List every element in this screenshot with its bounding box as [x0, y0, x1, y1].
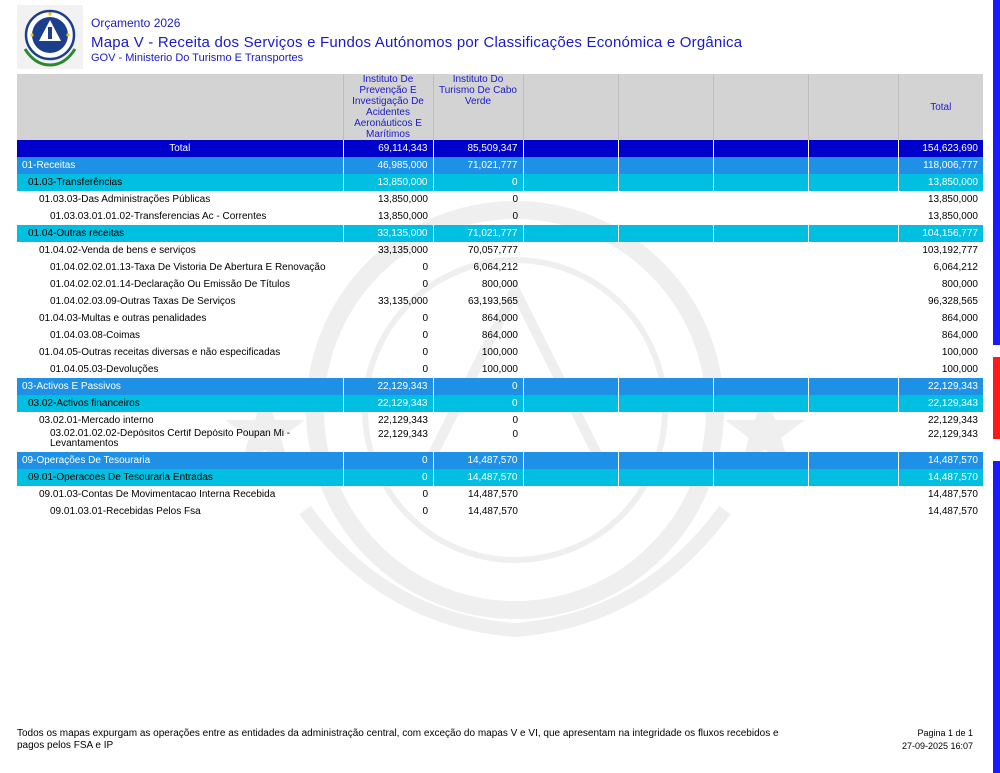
empty-cell	[618, 140, 713, 157]
header-label-cell	[17, 74, 343, 140]
row-label: 01.04.05.03-Devoluções	[50, 364, 159, 375]
value-total: 100,000	[941, 347, 978, 358]
empty-cell	[523, 327, 618, 344]
value-iaaem: 0	[422, 364, 428, 375]
value-total: 13,850,000	[898, 174, 983, 191]
table-row	[17, 310, 983, 327]
row-label: 01.04.03-Multas e outras penalidades	[39, 313, 207, 324]
row-label: 01.04-Outras receitas	[17, 225, 343, 242]
value-turismo: 71,021,777	[433, 157, 523, 174]
page-number: Pagina 1 de 1	[917, 728, 973, 738]
value-total: 154,623,690	[898, 140, 983, 157]
empty-cell	[618, 310, 713, 327]
empty-cell	[808, 157, 898, 174]
row-label: 03.02.01.02.02-Depósitos Certif Depósito Poupan Mi - Levantamentos	[50, 429, 291, 449]
value-iaaem: 46,985,000	[343, 157, 433, 174]
empty-cell	[713, 452, 808, 469]
print-date: 27-09-2025 16:07	[901, 741, 973, 751]
value-turismo: 0	[433, 395, 523, 412]
empty-cell	[523, 225, 618, 242]
value-iaaem: 0	[422, 279, 428, 290]
value-total: 22,129,343	[898, 395, 983, 412]
empty-cell	[618, 503, 713, 520]
row-label: 01.04.02-Venda de bens e serviços	[39, 245, 196, 256]
empty-cell	[808, 293, 898, 310]
empty-cell	[808, 327, 898, 344]
page-title: Mapa V - Receita dos Serviços e Fundos Autónomos por Classificações Económica e Orgânica	[91, 34, 743, 51]
empty-cell	[618, 486, 713, 503]
value-total: 22,129,343	[898, 378, 983, 395]
value-iaaem: 0	[343, 469, 433, 486]
value-total: 864,000	[941, 313, 978, 324]
empty-cell	[713, 361, 808, 378]
value-turismo: 14,487,570	[433, 469, 523, 486]
table-row	[17, 242, 983, 259]
table-row	[17, 174, 983, 191]
value-total: 14,487,570	[927, 489, 978, 500]
table-row	[17, 191, 983, 208]
empty-cell	[618, 191, 713, 208]
empty-cell	[808, 412, 898, 429]
empty-cell	[713, 157, 808, 174]
value-turismo: 0	[433, 174, 523, 191]
empty-cell	[523, 361, 618, 378]
table-row	[17, 293, 983, 310]
value-total: 14,487,570	[898, 452, 983, 469]
table-row	[17, 259, 983, 276]
table-row	[17, 208, 983, 225]
row-label: 09.01.03.01-Recebidas Pelos Fsa	[50, 506, 201, 517]
value-iaaem: 13,850,000	[377, 211, 428, 222]
empty-cell	[618, 276, 713, 293]
empty-cell	[713, 293, 808, 310]
page-subtitle: GOV - Ministerio Do Turismo E Transportes	[91, 52, 304, 64]
table-row	[17, 276, 983, 293]
empty-cell	[523, 503, 618, 520]
row-label: 01.04.02.03.09-Outras Taxas De Serviços	[50, 296, 236, 307]
empty-cell	[523, 429, 618, 452]
row-label: 01.03-Transferências	[17, 174, 343, 191]
empty-cell	[618, 469, 713, 486]
value-turismo: 0	[512, 429, 518, 440]
column-header-total: Total	[898, 74, 983, 140]
value-turismo: 71,021,777	[433, 225, 523, 242]
empty-cell	[808, 503, 898, 520]
empty-cell	[618, 225, 713, 242]
value-iaaem: 0	[422, 313, 428, 324]
table-row	[17, 412, 983, 429]
empty-cell	[523, 344, 618, 361]
empty-cell	[523, 157, 618, 174]
table-row	[17, 157, 983, 174]
row-label: 01.03.03-Das Administrações Públicas	[39, 194, 211, 205]
empty-cell	[618, 208, 713, 225]
empty-cell	[808, 378, 898, 395]
empty-cell	[808, 486, 898, 503]
empty-cell	[808, 395, 898, 412]
row-label: Total	[17, 140, 343, 157]
cabo-verde-coat-of-arms-icon	[17, 5, 83, 69]
empty-cell	[713, 225, 808, 242]
row-label: 01.04.02.02.01.14-Declaração Ou Emissão De Títulos	[50, 279, 290, 290]
empty-cell	[808, 310, 898, 327]
budget-year: Orçamento 2026	[91, 16, 181, 30]
column-header-turismo: Instituto Do Turismo De Cabo Verde	[433, 74, 523, 140]
empty-cell	[618, 242, 713, 259]
empty-cell	[713, 486, 808, 503]
empty-cell	[523, 140, 618, 157]
row-label: 03-Activos E Passivos	[17, 378, 343, 395]
empty-cell	[523, 293, 618, 310]
value-iaaem: 69,114,343	[343, 140, 433, 157]
table-row	[17, 225, 983, 242]
row-label: 01.03.03.01.01.02-Transferencias Ac - Correntes	[50, 211, 267, 222]
table-row	[17, 486, 983, 503]
empty-cell	[713, 310, 808, 327]
value-total: 103,192,777	[922, 245, 978, 256]
row-label: 01.04.02.02.01.13-Taxa De Vistoria De Abertura E Renovação	[50, 262, 326, 273]
value-turismo: 0	[433, 378, 523, 395]
table-row	[17, 361, 983, 378]
empty-cell	[808, 259, 898, 276]
value-total: 14,487,570	[898, 469, 983, 486]
value-turismo: 70,057,777	[467, 245, 518, 256]
value-turismo: 14,487,570	[467, 489, 518, 500]
column-header-iaaem: Instituto De Prevenção E Investigação De Acidentes Aeronáuticos E Marítimos	[343, 74, 433, 140]
empty-cell	[808, 208, 898, 225]
value-turismo: 6,064,212	[473, 262, 518, 273]
value-turismo: 63,193,565	[467, 296, 518, 307]
table-row	[17, 503, 983, 520]
value-iaaem: 0	[422, 506, 428, 517]
empty-cell	[618, 259, 713, 276]
value-iaaem: 22,129,343	[377, 415, 428, 426]
footer-note: Todos os mapas expurgam as operações entre as entidades da administração central, com exceção do mapas V e VI, que apresentam na integridade os fluxos recebidos e pagos pelos FSA e IP	[17, 728, 779, 751]
row-label: 01-Receitas	[17, 157, 343, 174]
value-total: 100,000	[941, 364, 978, 375]
empty-cell	[808, 174, 898, 191]
value-turismo: 14,487,570	[467, 506, 518, 517]
value-turismo: 0	[512, 194, 518, 205]
empty-cell	[713, 344, 808, 361]
value-iaaem: 33,135,000	[377, 245, 428, 256]
table-header-row	[17, 74, 983, 140]
empty-cell	[618, 327, 713, 344]
empty-cell	[808, 242, 898, 259]
value-total: 800,000	[941, 279, 978, 290]
value-total: 14,487,570	[927, 506, 978, 517]
value-total: 22,129,343	[927, 415, 978, 426]
value-total: 96,328,565	[927, 296, 978, 307]
value-turismo: 864,000	[481, 313, 518, 324]
empty-cell	[808, 276, 898, 293]
empty-cell	[618, 293, 713, 310]
empty-cell	[713, 503, 808, 520]
empty-cell	[808, 140, 898, 157]
row-label: 09.01-Operacoes De Tesouraria Entradas	[17, 469, 343, 486]
empty-cell	[713, 242, 808, 259]
empty-cell	[523, 412, 618, 429]
empty-cell	[523, 242, 618, 259]
table-row	[17, 140, 983, 157]
empty-cell	[808, 469, 898, 486]
empty-cell	[713, 174, 808, 191]
empty-cell	[713, 327, 808, 344]
empty-cell	[618, 378, 713, 395]
value-iaaem: 13,850,000	[343, 174, 433, 191]
empty-cell	[523, 174, 618, 191]
value-total: 6,064,212	[933, 262, 978, 273]
empty-cell	[618, 429, 713, 452]
value-total: 22,129,343	[927, 429, 978, 440]
empty-cell	[523, 276, 618, 293]
empty-cell	[618, 452, 713, 469]
value-turismo: 100,000	[481, 364, 518, 375]
empty-cell	[523, 395, 618, 412]
value-turismo: 864,000	[481, 330, 518, 341]
value-total: 104,156,777	[898, 225, 983, 242]
empty-cell	[713, 429, 808, 452]
row-label: 09-Operações De Tesouraria	[17, 452, 343, 469]
empty-cell	[713, 395, 808, 412]
value-turismo: 14,487,570	[433, 452, 523, 469]
table-row	[17, 395, 983, 412]
empty-cell	[808, 361, 898, 378]
empty-cell	[713, 208, 808, 225]
table-row	[17, 429, 983, 452]
empty-cell	[618, 174, 713, 191]
empty-cell	[523, 191, 618, 208]
value-turismo: 800,000	[481, 279, 518, 290]
value-iaaem: 22,129,343	[343, 395, 433, 412]
empty-cell	[713, 469, 808, 486]
value-turismo: 0	[512, 415, 518, 426]
empty-cell	[523, 378, 618, 395]
empty-cell	[618, 412, 713, 429]
empty-cell	[713, 140, 808, 157]
empty-cell	[713, 191, 808, 208]
value-iaaem: 0	[422, 489, 428, 500]
empty-cell	[523, 208, 618, 225]
row-label: 03.02-Activos financeiros	[17, 395, 343, 412]
value-iaaem: 22,129,343	[377, 429, 428, 440]
empty-cell	[713, 378, 808, 395]
row-label: 03.02.01-Mercado interno	[39, 415, 154, 426]
value-turismo: 100,000	[481, 347, 518, 358]
empty-cell	[713, 276, 808, 293]
empty-cell	[618, 344, 713, 361]
empty-cell	[808, 429, 898, 452]
empty-cell	[523, 486, 618, 503]
table-row	[17, 469, 983, 486]
value-turismo: 0	[512, 211, 518, 222]
value-total: 13,850,000	[927, 194, 978, 205]
row-label: 09.01.03-Contas De Movimentacao Interna Recebida	[39, 489, 276, 500]
empty-cell	[713, 259, 808, 276]
row-label: 01.04.05-Outras receitas diversas e não especificadas	[39, 347, 281, 358]
row-label: 01.04.03.08-Coimas	[50, 330, 141, 341]
table-row	[17, 327, 983, 344]
value-iaaem: 33,135,000	[343, 225, 433, 242]
value-iaaem: 13,850,000	[377, 194, 428, 205]
table-row	[17, 344, 983, 361]
empty-cell	[523, 259, 618, 276]
empty-cell	[808, 452, 898, 469]
value-total: 118,006,777	[898, 157, 983, 174]
value-iaaem: 0	[422, 330, 428, 341]
value-total: 864,000	[941, 330, 978, 341]
table-row	[17, 452, 983, 469]
value-turismo: 85,509,347	[433, 140, 523, 157]
value-iaaem: 33,135,000	[377, 296, 428, 307]
empty-cell	[808, 344, 898, 361]
empty-cell	[713, 412, 808, 429]
empty-cell	[523, 452, 618, 469]
empty-cell	[618, 361, 713, 378]
value-iaaem: 0	[343, 452, 433, 469]
value-iaaem: 0	[422, 347, 428, 358]
revenue-table	[17, 74, 983, 520]
empty-cell	[523, 469, 618, 486]
empty-cell	[808, 225, 898, 242]
value-iaaem: 0	[422, 262, 428, 273]
empty-cell	[618, 157, 713, 174]
empty-cell	[523, 310, 618, 327]
value-total: 13,850,000	[927, 211, 978, 222]
value-iaaem: 22,129,343	[343, 378, 433, 395]
empty-cell	[618, 395, 713, 412]
empty-cell	[808, 191, 898, 208]
right-edge-bar	[993, 0, 1000, 773]
table-row	[17, 378, 983, 395]
